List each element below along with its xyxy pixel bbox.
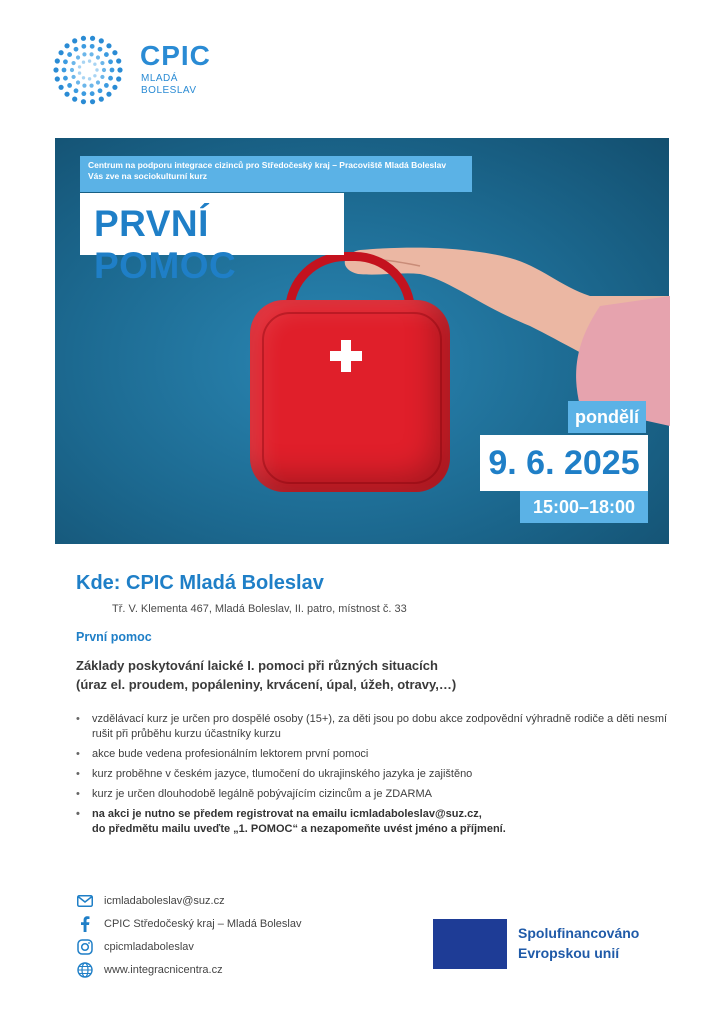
registration-line2: do předmětu mailu uveďte „1. POMOC“ a nezapomeňte uvést jméno a příjmení. bbox=[92, 823, 506, 835]
intro-line-2: Vás zve na sociokulturní kurz bbox=[88, 171, 208, 181]
bullet-item: • vzdělávací kurz je určen pro dospělé osoby (15+), za děti jsou po dobu akce zodpovědní výhradně rodiče a děti nesmí rušit při průběhu kurzu účastníky kurzu bbox=[76, 712, 676, 742]
course-description-line2: (úraz el. proudem, popáleniny, krvácení, úpal, úžeh, otravy,…) bbox=[76, 677, 457, 692]
logo-subtitle-line1: MLADÁ bbox=[141, 73, 178, 84]
course-subheading: První pomoc bbox=[76, 630, 152, 644]
contact-web[interactable] bbox=[76, 959, 301, 981]
bullet-item: • akce bude vedena profesionálním lektorem první pomoci bbox=[76, 747, 676, 762]
event-title: PRVNÍ POMOC bbox=[80, 193, 344, 255]
contact-email-text[interactable]: icmladaboleslav@suz.cz bbox=[104, 895, 225, 907]
contact-web-text[interactable]: www.integracnicentra.cz bbox=[104, 964, 223, 976]
logo-subtitle bbox=[141, 73, 197, 97]
mail-icon bbox=[76, 892, 94, 910]
intro-banner bbox=[80, 156, 472, 192]
bag-seam bbox=[262, 312, 442, 484]
intro-line-1: Centrum na podporu integrace cizinců pro Středočeský kraj – Pracoviště Mladá Boleslav bbox=[88, 160, 447, 170]
logo-subtitle-line2: BOLESLAV bbox=[141, 85, 197, 96]
contact-instagram[interactable] bbox=[76, 936, 301, 958]
event-day: pondělí bbox=[568, 401, 646, 433]
bullet-item: • kurz proběhne v českém jazyce, tlumočení do ukrajinského jazyka je zajištěno bbox=[76, 767, 676, 782]
course-description bbox=[76, 656, 636, 694]
contact-email[interactable] bbox=[76, 890, 301, 912]
instagram-icon bbox=[76, 938, 94, 956]
eu-flag-icon bbox=[433, 919, 507, 969]
location-heading: Kde: CPIC Mladá Boleslav bbox=[76, 572, 324, 594]
contact-instagram-text[interactable]: cpicmladaboleslav bbox=[104, 941, 194, 953]
facebook-icon bbox=[76, 915, 94, 933]
cpic-logo-mark bbox=[52, 34, 124, 106]
registration-bullet bbox=[76, 807, 676, 837]
eu-text-line2: Evropskou unií bbox=[518, 945, 620, 961]
eu-text-line1: Spolufinancováno bbox=[518, 925, 640, 941]
globe-icon bbox=[76, 961, 94, 979]
info-bullet-list bbox=[76, 712, 676, 842]
bullet-item: • kurz je určen dlouhodobě legálně pobývajícím cizincům a je ZDARMA bbox=[76, 787, 676, 802]
location-address: Tř. V. Klementa 467, Mladá Boleslav, II. patro, místnost č. 33 bbox=[112, 603, 407, 615]
event-time: 15:00–18:00 bbox=[520, 491, 648, 523]
bag-cross-icon-bar bbox=[330, 351, 362, 361]
contact-facebook[interactable] bbox=[76, 913, 301, 935]
eu-cofunded-text bbox=[518, 923, 639, 963]
contact-facebook-text[interactable]: CPIC Středočeský kraj – Mladá Boleslav bbox=[104, 918, 302, 930]
contact-list bbox=[76, 890, 301, 982]
logo-title: CPIC bbox=[140, 40, 211, 71]
registration-line1: • na akci je nutno se předem registrovat na emailu icmladaboleslav@suz.cz, bbox=[92, 808, 482, 820]
event-date: 9. 6. 2025 bbox=[480, 435, 648, 491]
course-description-line1: Základy poskytování laické I. pomoci při různých situacích bbox=[76, 658, 438, 673]
